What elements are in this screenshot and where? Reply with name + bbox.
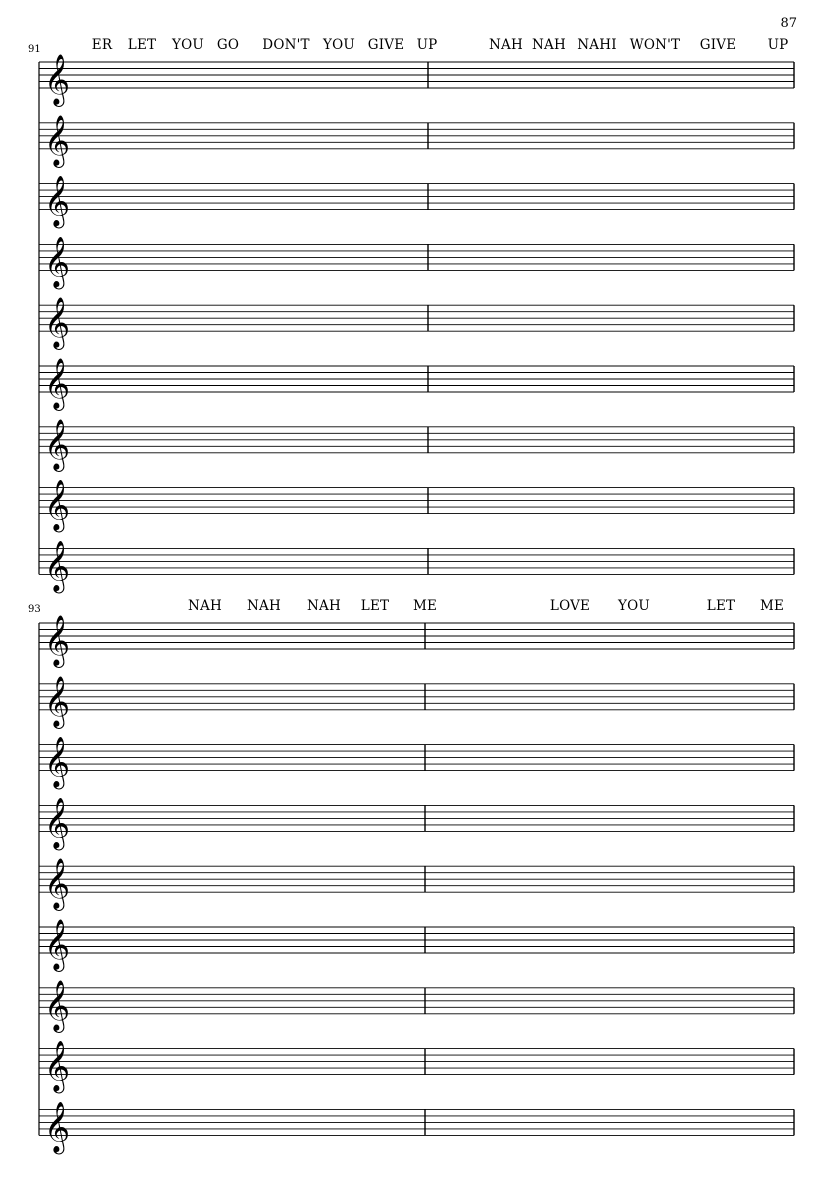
lyric-syllable: GIVE — [367, 37, 405, 53]
lyric-syllable: NAH — [532, 37, 566, 53]
treble-clef-icon: 𝄞 — [44, 540, 71, 592]
lyric-syllable: ME — [759, 598, 785, 614]
lyric-syllable: LET — [706, 598, 736, 614]
lyric-syllable: DON'T — [262, 37, 310, 53]
lyric-syllable: NAH — [307, 598, 341, 614]
treble-clef-icon: 𝄞 — [44, 418, 71, 470]
treble-clef-icon: 𝄞 — [44, 1040, 71, 1092]
lyric-syllable: LET — [360, 598, 390, 614]
page-number: 87 — [780, 16, 797, 31]
treble-clef-icon: 𝄞 — [44, 615, 71, 666]
lyric-syllable: UP — [767, 37, 789, 53]
lyric-syllable: YOU — [323, 37, 355, 53]
lyric-syllable: NAH — [489, 37, 523, 53]
treble-clef-icon: 𝄞 — [44, 919, 71, 970]
treble-clef-icon: 𝄞 — [44, 1101, 71, 1153]
treble-clef-icon: 𝄞 — [44, 675, 71, 727]
lyric-syllable: UP — [416, 37, 438, 53]
lyric-syllable: YOU — [172, 37, 204, 53]
lyric-syllable: NAH — [247, 598, 281, 614]
treble-clef-icon: 𝄞 — [44, 236, 71, 288]
lyric-syllable: LET — [127, 37, 157, 53]
treble-clef-icon: 𝄞 — [44, 297, 71, 349]
treble-clef-icon: 𝄞 — [44, 479, 71, 531]
measure-number-system-1: 91 — [28, 44, 41, 55]
treble-clef-icon: 𝄞 — [44, 175, 71, 227]
lyric-syllable: ME — [412, 598, 438, 614]
lyric-syllable: ER — [91, 37, 113, 53]
lyric-syllable: LOVE — [549, 598, 591, 614]
treble-clef-icon: 𝄞 — [44, 736, 71, 788]
treble-clef-icon: 𝄞 — [44, 358, 71, 409]
measure-number-system-2: 93 — [28, 604, 41, 615]
treble-clef-icon: 𝄞 — [44, 858, 71, 910]
treble-clef-icon: 𝄞 — [44, 979, 71, 1031]
lyric-syllable: NAHI — [577, 37, 617, 53]
lyric-syllable: WON'T — [629, 37, 681, 53]
lyric-syllable: NAH — [188, 598, 222, 614]
treble-clef-icon: 𝄞 — [44, 114, 71, 166]
treble-clef-icon: 𝄞 — [44, 797, 71, 849]
lyric-syllable: GO — [216, 37, 240, 53]
lyric-syllable: YOU — [618, 598, 650, 614]
treble-clef-icon: 𝄞 — [44, 54, 71, 105]
lyric-syllable: GIVE — [699, 37, 737, 53]
